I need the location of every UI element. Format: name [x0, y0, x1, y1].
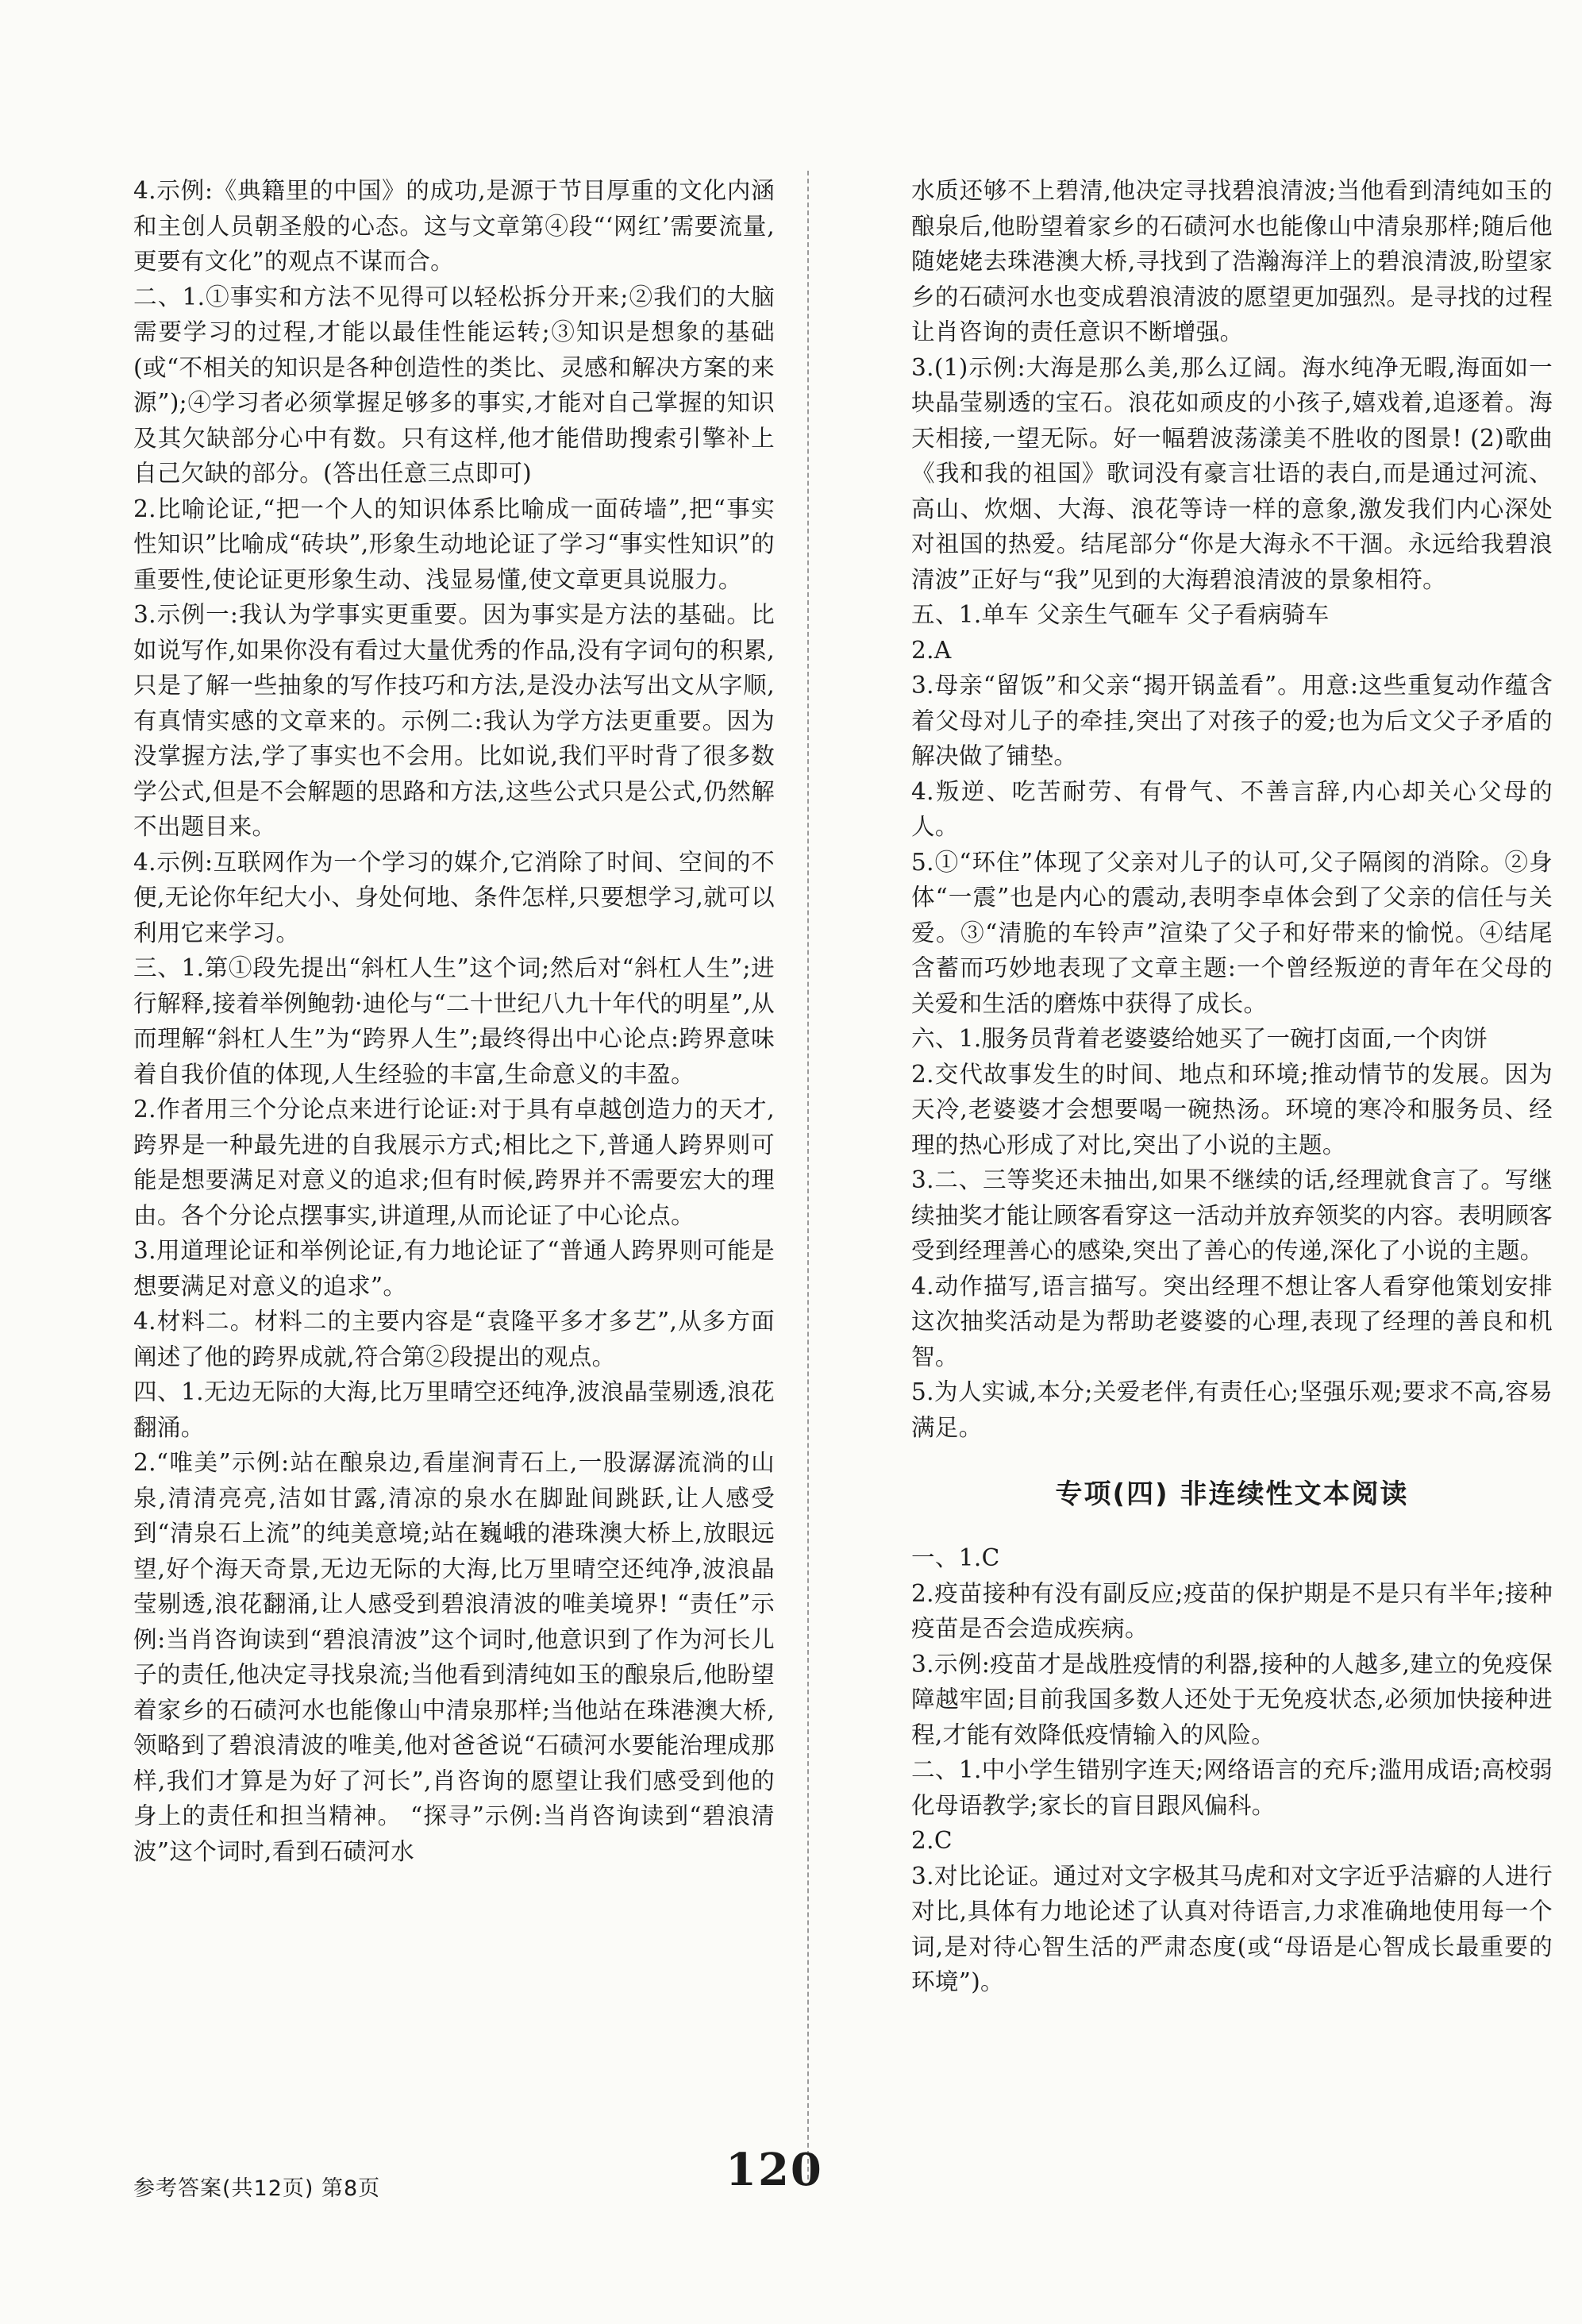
answer-paragraph: 4.材料二。材料二的主要内容是“袁隆平多才多艺”,从多方面阐述了他的跨界成就,符合第②段提出的观点。	[133, 1308, 775, 1370]
answer-paragraph: 3.示例一:我认为学事实更重要。因为事实是方法的基础。比如说写作,如果你没有看过大量优秀的作品,没有字词句的积累,只是了解一些抽象的写作技巧和方法,是没办法写出文从字顺,有真情实感的文章来的。示例二:我认为学方法更重要。因为没掌握方法,学了事实也不会用。比如说,我们平时背了很多数学公式,但是不会解题的思路和方法,这些公式只是公式,仍然解不出题目来。	[133, 601, 775, 840]
column-divider	[807, 171, 809, 2179]
answer-paragraph: 二、1.①事实和方法不见得可以轻松拆分开来;②我们的大脑需要学习的过程,才能以最佳性能运转;③知识是想象的基础(或“不相关的知识是各种创造性的类比、灵感和解决方案的来源”);④学习者必须掌握足够多的事实,才能对自己掌握的知识及其欠缺部分心中有数。只有这样,他才能借助搜索引擎补上自己欠缺的部分。(答出任意三点即可)	[133, 283, 775, 487]
left-column	[133, 173, 775, 1869]
answer-paragraph: 三、1.第①段先提出“斜杠人生”这个词;然后对“斜杠人生”;进行解释,接着举例鲍勃·迪伦与“二十世纪八九十年代的明星”,从而理解“斜杠人生”为“跨界人生”;最终得出中心论点:跨界意味着自我价值的体现,人生经验的丰富,生命意义的丰盈。	[133, 954, 775, 1088]
answer-paragraph: 3.对比论证。通过对文字极其马虎和对文字近乎洁癖的人进行对比,具体有力地论述了认真对待语言,力求准确地使用每一个词,是对待心智生活的严肃态度(或“母语是心智成长最重要的环境”)。	[911, 1862, 1553, 1995]
answer-paragraph: 5.①“环住”体现了父亲对儿子的认可,父子隔阂的消除。②身体“一震”也是内心的震动,表明李卓体会到了父亲的信任与关爱。③“清脆的车铃声”渲染了父子和好带来的愉悦。④结尾含蓄而巧妙地表现了文章主题:一个曾经叛逆的青年在父母的关爱和生活的磨炼中获得了成长。	[911, 848, 1553, 1017]
answer-paragraph: 3.示例:疫苗才是战胜疫情的利器,接种的人越多,建立的免疫保障越牢固;目前我国多数人还处于无免疫状态,必须加快接种进程,才能有效降低疫情输入的风险。	[911, 1650, 1553, 1748]
answer-paragraph: 水质还够不上碧清,他决定寻找碧浪清波;当他看到清纯如玉的酿泉后,他盼望着家乡的石碛河水也能像山中清泉那样;随后他随姥姥去珠港澳大桥,寻找到了浩瀚海洋上的碧浪清波,盼望家乡的石碛河水也变成碧浪清波的愿望更加强烈。是寻找的过程让肖咨询的责任意识不断增强。	[911, 177, 1553, 345]
answer-paragraph: 4.叛逆、吃苦耐劳、有骨气、不善言辞,内心却关心父母的人。	[911, 777, 1553, 840]
answer-paragraph: 3.二、三等奖还未抽出,如果不继续的话,经理就食言了。写继续抽奖才能让顾客看穿这一活动并放弃领奖的内容。表明顾客受到经理善心的感染,突出了善心的传递,深化了小说的主题。	[911, 1166, 1553, 1264]
answer-paragraph: 五、1.单车 父亲生气砸车 父子看病骑车	[911, 601, 1330, 628]
answer-paragraph: 4.示例:互联网作为一个学习的媒介,它消除了时间、空间的不便,无论你年纪大小、身处何地、条件怎样,只要想学习,就可以利用它来学习。	[133, 848, 775, 946]
answer-paragraph: 3.用道理论证和举例论证,有力地论证了“普通人跨界则可能是想要满足对意义的追求”。	[133, 1237, 775, 1300]
footer-label: 参考答案(共12页) 第8页	[133, 2176, 381, 2201]
answer-paragraph: 3.母亲“留饭”和父亲“揭开锅盖看”。用意:这些重复动作蕴含着父母对儿子的牵挂,突出了对孩子的爱;也为后文父子矛盾的解决做了铺垫。	[911, 672, 1553, 769]
answer-paragraph: 一、1.C	[911, 1544, 1000, 1571]
answer-paragraph: 2.交代故事发生的时间、地点和环境;推动情节的发展。因为天冷,老婆婆才会想要喝一碗热汤。环境的寒冷和服务员、经理的热心形成了对比,突出了小说的主题。	[911, 1060, 1553, 1158]
answer-paragraph: 2.“唯美”示例:站在酿泉边,看崖涧青石上,一股潺潺流淌的山泉,清清亮亮,洁如甘露,清凉的泉水在脚趾间跳跃,让人感受到“清泉石上流”的纯美意境;站在巍峨的港珠澳大桥上,放眼远望,好个海天奇景,无边无际的大海,比万里晴空还纯净,波浪晶莹剔透,浪花翻涌,让人感受到碧浪清波的唯美境界! “责任”示例:当肖咨询读到“碧浪清波”这个词时,他意识到了作为河长儿子的责任,他决定寻找泉流;当他看到清纯如玉的酿泉后,他盼望着家乡的石碛河水也能像山中清泉那样;当他站在珠港澳大桥,领略到了碧浪清波的唯美,他对爸爸说“石碛河水要能治理成那样,我们才算是为好了河长”,肖咨询的愿望让我们感受到他的身上的责任和担当精神。 “探寻”示例:当肖咨询读到“碧浪清波”这个词时,看到石碛河水	[133, 1449, 775, 1865]
answer-paragraph: 2.疫苗接种有没有副反应;疫苗的保护期是不是只有半年;接种疫苗是否会造成疾病。	[911, 1579, 1553, 1642]
answer-paragraph: 4.示例:《典籍里的中国》的成功,是源于节目厚重的文化内涵和主创人员朝圣般的心态。这与文章第④段“‘网红’需要流量,更要有文化”的观点不谋而合。	[133, 177, 775, 275]
answer-paragraph: 四、1.无边无际的大海,比万里晴空还纯净,波浪晶莹剔透,浪花翻涌。	[133, 1378, 775, 1441]
answer-paragraph: 2.作者用三个分论点来进行论证:对于具有卓越创造力的天才,跨界是一种最先进的自我展示方式;相比之下,普通人跨界则可能是想要满足对意义的追求;但有时候,跨界并不需要宏大的理由。各个分论点摆事实,讲道理,从而论证了中心论点。	[133, 1096, 775, 1229]
section-title: 专项(四) 非连续性文本阅读	[1055, 1478, 1409, 1510]
answer-paragraph: 3.(1)示例:大海是那么美,那么辽阔。海水纯净无暇,海面如一块晶莹剔透的宝石。浪花如顽皮的小孩子,嬉戏着,追逐着。海天相接,一望无际。好一幅碧波荡漾美不胜收的图景! (2)歌曲《我和我的祖国》歌词没有豪言壮语的表白,而是通过河流、高山、炊烟、大海、浪花等诗一样的意象,激发我们内心深处对祖国的热爱。结尾部分“你是大海永不干涸。永远给我碧浪清波”正好与“我”见到的大海碧浪清波的景象相符。	[911, 353, 1553, 593]
answer-paragraph: 5.为人实诚,本分;关爱老伴,有责任心;坚强乐观;要求不高,容易满足。	[911, 1378, 1553, 1441]
page-number: 120	[726, 2144, 823, 2196]
answer-paragraph: 2.A	[911, 636, 952, 664]
answer-paragraph: 4.动作描写,语言描写。突出经理不想让客人看穿他策划安排这次抽奖活动是为帮助老婆婆的心理,表现了经理的善良和机智。	[911, 1272, 1553, 1370]
answer-paragraph: 六、1.服务员背着老婆婆给她买了一碗打卤面,一个肉饼	[911, 1025, 1488, 1052]
right-column	[911, 173, 1553, 2000]
answer-paragraph: 2.C	[911, 1827, 953, 1854]
answer-paragraph: 二、1.中小学生错别字连天;网络语言的充斥;滥用成语;高校弱化母语教学;家长的盲目跟风偏科。	[911, 1756, 1553, 1819]
answer-paragraph: 2.比喻论证,“把一个人的知识体系比喻成一面砖墙”,把“事实性知识”比喻成“砖块”,形象生动地论证了学习“事实性知识”的重要性,使论证更形象生动、浅显易懂,使文章更具说服力。	[133, 495, 775, 593]
